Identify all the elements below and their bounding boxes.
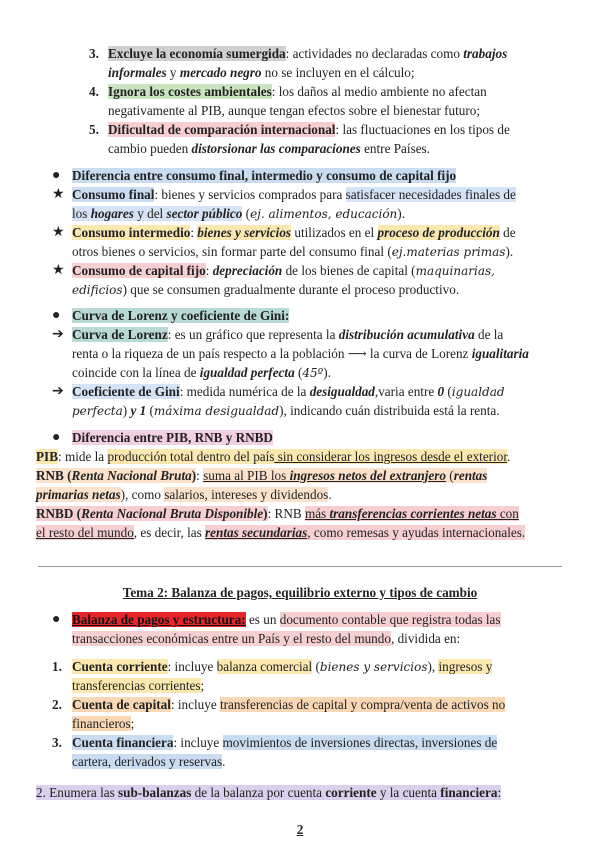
bullet-icon: ● bbox=[52, 168, 61, 183]
star-icon: ★ bbox=[52, 186, 65, 202]
list-item: Cuenta financiera: incluye movimientos de inversiones directas, inversiones de bbox=[72, 735, 498, 750]
definition-balanza: Balanza de pagos y estructura: es un documento contable que registra todas las bbox=[72, 612, 501, 627]
page-number: 2 bbox=[296, 822, 304, 837]
arrow-right-icon: ➔ bbox=[52, 326, 64, 342]
list-number: 5. bbox=[89, 122, 99, 137]
list-item-cont: cambio pueden distorsionar las comparaciones entre Países. bbox=[108, 141, 430, 156]
definition-item: Consumo intermedio: bienes y servicios utilizados en el proceso de producción de bbox=[72, 225, 516, 240]
definition-item-cont: los hogares y del sector público (ej. alimentos, educación). bbox=[72, 206, 405, 221]
definition-item-cont: perfecta) y 1 (máxima desigualdad), indicando cuán distribuida está la renta. bbox=[72, 403, 500, 418]
section-heading: Curva de Lorenz y coeficiente de Gini: bbox=[72, 308, 290, 323]
section-title: Tema 2: Balanza de pagos, equilibrio externo y tipos de cambio bbox=[122, 585, 478, 600]
bullet-icon: ● bbox=[52, 612, 61, 627]
definition-pib: PIB: mide la producción total dentro del país sin considerar los ingresos desde el exterior. bbox=[36, 449, 511, 464]
star-icon: ★ bbox=[52, 262, 65, 278]
divider bbox=[38, 566, 562, 567]
list-item: Ignora los costes ambientales: los daños al medio ambiente no afectan bbox=[108, 84, 487, 99]
list-item-cont: transferencias corrientes; bbox=[72, 678, 205, 693]
definition-item-cont: edificios) que se consumen gradualmente durante el proceso productivo. bbox=[72, 282, 460, 297]
list-item-cont: cartera, derivados y reservas. bbox=[72, 754, 226, 769]
definition-item: Consumo final: bienes y servicios comprados para satisfacer necesidades finales de bbox=[72, 187, 516, 202]
list-item-cont: negativamente al PIB, aunque tengan efectos sobre el bienestar futuro; bbox=[108, 103, 481, 118]
list-item-cont: financieros; bbox=[72, 716, 135, 731]
list-item: Cuenta de capital: incluye transferencias de capital y compra/venta de activos no bbox=[72, 697, 506, 712]
list-item: Excluye la economía sumergida: actividades no declaradas como trabajos bbox=[108, 46, 508, 61]
list-item: Dificultad de comparación internacional: las fluctuaciones en los tipos de bbox=[108, 122, 510, 137]
definition-balanza-cont: transacciones económicas entre un País y el resto del mundo, dividida en: bbox=[72, 631, 461, 646]
definition-rnbd-cont: el resto del mundo, es decir, las rentas secundarias, como remesas y ayudas internacionales. bbox=[36, 525, 526, 540]
list-number: 3. bbox=[52, 735, 62, 750]
list-number: 1. bbox=[52, 659, 62, 674]
definition-item: Curva de Lorenz: es un gráfico que representa la distribución acumulativa de la bbox=[72, 327, 504, 342]
list-item: Cuenta corriente: incluye balanza comercial (bienes y servicios), ingresos y bbox=[72, 659, 493, 674]
bullet-icon: ● bbox=[52, 308, 61, 323]
list-item-cont: informales y mercado negro no se incluyen en el cálculo; bbox=[108, 65, 415, 80]
section-heading: Diferencia entre PIB, RNB y RNBD bbox=[72, 430, 273, 445]
definition-item-cont: otros bienes o servicios, sin formar parte del consumo final (ej.materias primas). bbox=[72, 244, 514, 259]
question: 2. Enumera las sub-balanzas de la balanza por cuenta corriente y la cuenta financiera: bbox=[36, 785, 502, 800]
arrow-right-icon: ➔ bbox=[52, 383, 64, 399]
definition-item-cont: renta o la riqueza de un país respecto a la población ⟶ la curva de Lorenz igualitaria bbox=[72, 346, 529, 361]
definition-item: Consumo de capital fijo: depreciación de los bienes de capital (maquinarias, bbox=[72, 263, 495, 278]
list-number: 2. bbox=[52, 697, 62, 712]
definition-item-cont: coincide con la línea de igualdad perfecta (45º). bbox=[72, 365, 331, 380]
list-number: 4. bbox=[89, 84, 99, 99]
list-number: 3. bbox=[89, 46, 99, 61]
definition-item: Coeficiente de Gini: medida numérica de la desigualdad,varia entre 0 (igualdad bbox=[72, 384, 505, 399]
star-icon: ★ bbox=[52, 224, 65, 240]
definition-rnbd: RNBD (Renta Nacional Bruta Disponible): RNB más transferencias corrientes netas con bbox=[36, 506, 519, 521]
bullet-icon: ● bbox=[52, 430, 61, 445]
definition-rnb-cont: primarias netas), como salarios, intereses y dividendos. bbox=[36, 487, 332, 502]
section-heading: Diferencia entre consumo final, intermedio y consumo de capital fijo bbox=[72, 168, 457, 183]
definition-rnb: RNB (Renta Nacional Bruta): suma al PIB los ingresos netos del extranjero (rentas bbox=[36, 468, 488, 483]
